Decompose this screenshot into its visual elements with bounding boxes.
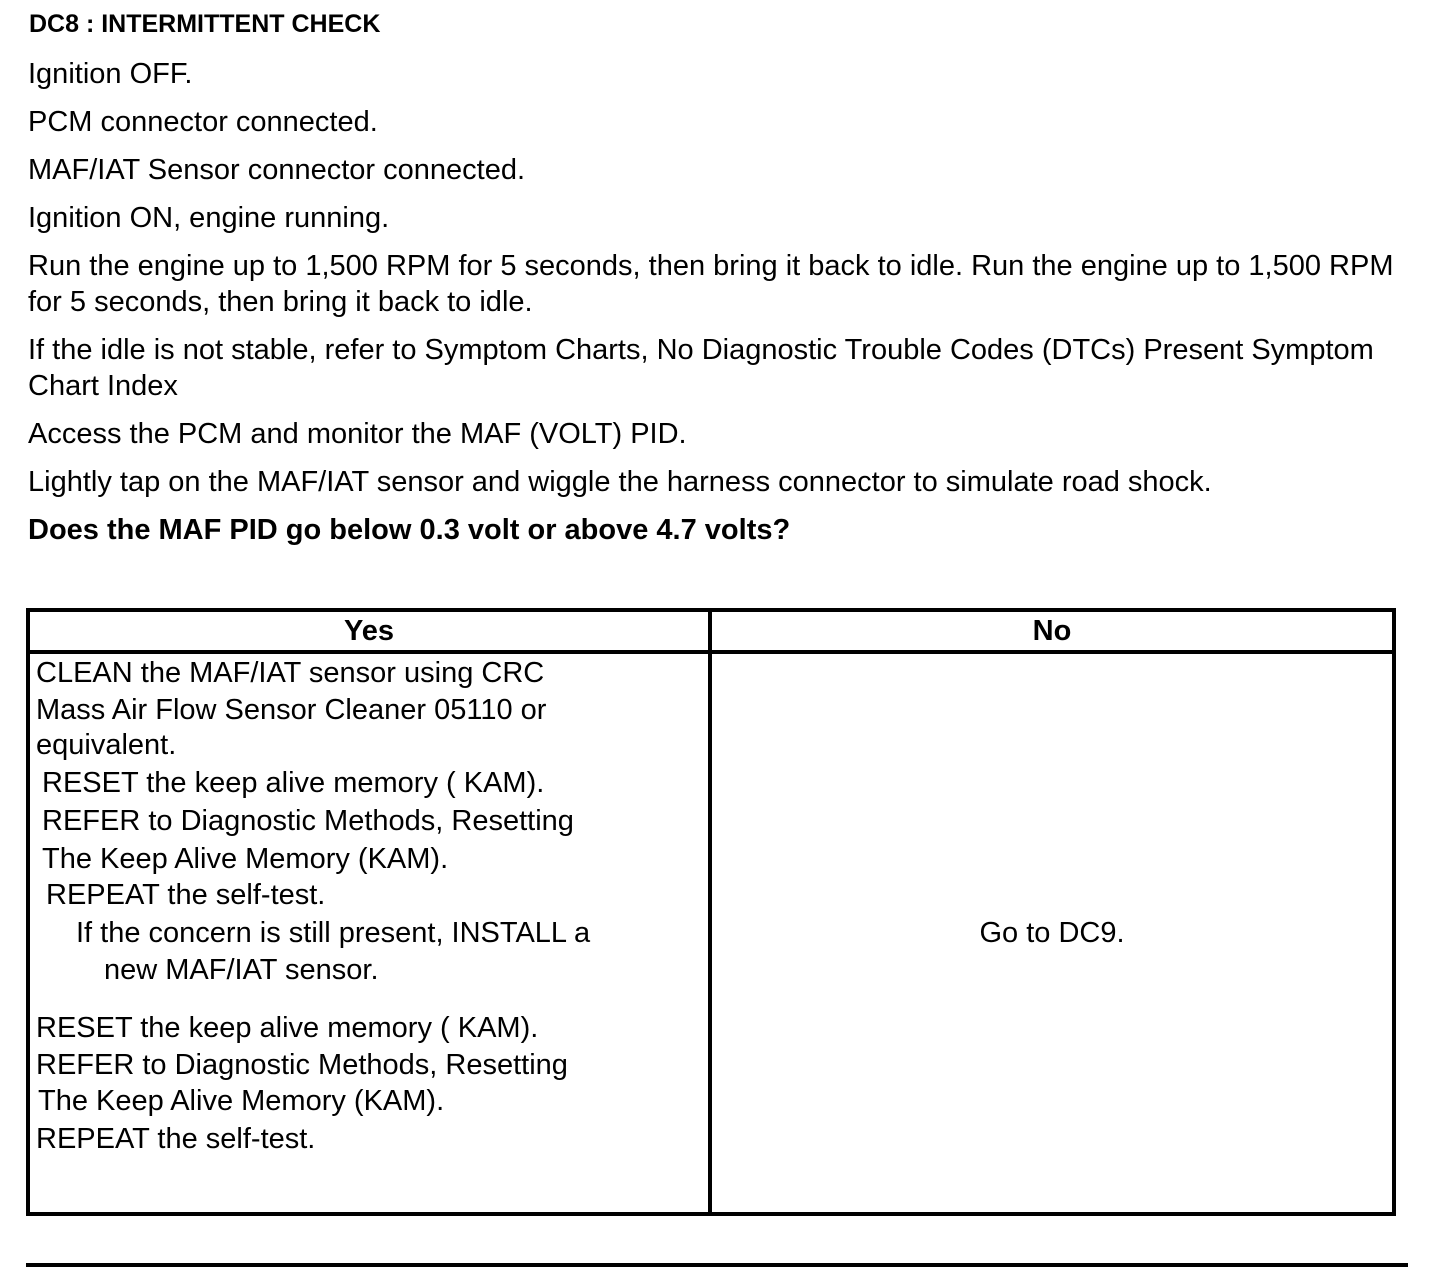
- yes-line: If the concern is still present, INSTALL a: [76, 917, 591, 949]
- yes-line: Mass Air Flow Sensor Cleaner 05110 or: [36, 694, 547, 726]
- yes-line: REFER to Diagnostic Methods, Resetting: [42, 805, 574, 837]
- no-column-header: No: [710, 610, 1394, 652]
- step-maf-connector: MAF/IAT Sensor connector connected.: [28, 154, 526, 186]
- yes-line: The Keep Alive Memory (KAM).: [38, 1085, 445, 1117]
- yes-line: The Keep Alive Memory (KAM).: [42, 843, 449, 875]
- table-row: [28, 652, 1394, 1214]
- yes-action-cell: [28, 652, 710, 1214]
- step-ignition-on: Ignition ON, engine running.: [28, 202, 390, 234]
- yes-line: RESET the keep alive memory ( KAM).: [42, 767, 545, 799]
- step-idle-check: If the idle is not stable, refer to Symptom Charts, No Diagnostic Trouble Codes (DTCs) Present Symptom Chart Index: [28, 334, 1374, 402]
- table-header-row: [28, 610, 1394, 652]
- bottom-divider: [26, 1263, 1408, 1267]
- yes-line: new MAF/IAT sensor.: [104, 954, 379, 986]
- procedure-steps: [28, 56, 1423, 560]
- result-table: [26, 608, 1396, 1216]
- no-action-cell: Go to DC9.: [710, 652, 1394, 1214]
- yes-line: CLEAN the MAF/IAT sensor using CRC: [36, 657, 545, 689]
- yes-line: REFER to Diagnostic Methods, Resetting: [36, 1049, 568, 1081]
- yes-line: REPEAT the self-test.: [46, 879, 326, 911]
- yes-line: REPEAT the self-test.: [36, 1123, 316, 1155]
- step-run-engine: Run the engine up to 1,500 RPM for 5 seconds, then bring it back to idle. Run the engine up to 1,500 RPM for 5 seconds, then bring it back to idle.: [28, 250, 1394, 318]
- document-title: DC8 : INTERMITTENT CHECK: [29, 10, 381, 38]
- step-pcm-connector: PCM connector connected.: [28, 106, 378, 138]
- step-ignition-off: Ignition OFF.: [28, 58, 193, 90]
- step-tap-sensor: Lightly tap on the MAF/IAT sensor and wiggle the harness connector to simulate road shock.: [28, 466, 1212, 498]
- yes-column-header: Yes: [28, 610, 710, 652]
- diagnostic-question: Does the MAF PID go below 0.3 volt or above 4.7 volts?: [28, 514, 791, 546]
- step-monitor-pid: Access the PCM and monitor the MAF (VOLT) PID.: [28, 418, 687, 450]
- yes-line: equivalent.: [36, 729, 177, 761]
- yes-line: RESET the keep alive memory ( KAM).: [36, 1012, 539, 1044]
